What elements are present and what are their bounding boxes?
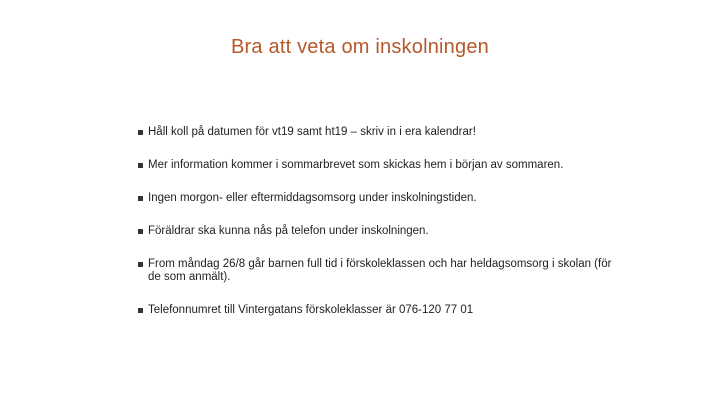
bullet-item	[138, 192, 618, 205]
bullet-text: Mer information kommer i sommarbrevet som skickas hem i början av sommaren.	[148, 159, 564, 171]
square-bullet-icon	[138, 229, 143, 234]
square-bullet-icon	[138, 308, 143, 313]
square-bullet-icon	[138, 163, 143, 168]
bullet-text: Föräldrar ska kunna nås på telefon under inskolningen.	[148, 225, 429, 237]
bullet-item	[138, 225, 618, 238]
bullet-item	[138, 126, 618, 139]
bullet-text: Telefonnumret till Vintergatans förskoleklasser är 076-120 77 01	[148, 304, 474, 316]
bullet-item	[138, 159, 618, 172]
square-bullet-icon	[138, 130, 143, 135]
bullet-text: Ingen morgon- eller eftermiddagsomsorg under inskolningstiden.	[148, 192, 477, 204]
slide-title: Bra att veta om inskolningen	[231, 36, 489, 58]
bullet-text: From måndag 26/8 går barnen full tid i förskoleklassen och har heldagsomsorg i skolan (för de som anmält).	[148, 258, 612, 283]
bullet-text: Håll koll på datumen för vt19 samt ht19 – skriv in i era kalendrar!	[148, 126, 476, 138]
bullet-item	[138, 304, 618, 317]
square-bullet-icon	[138, 262, 143, 267]
bullet-item	[138, 258, 618, 284]
bullet-list	[138, 126, 618, 337]
square-bullet-icon	[138, 196, 143, 201]
